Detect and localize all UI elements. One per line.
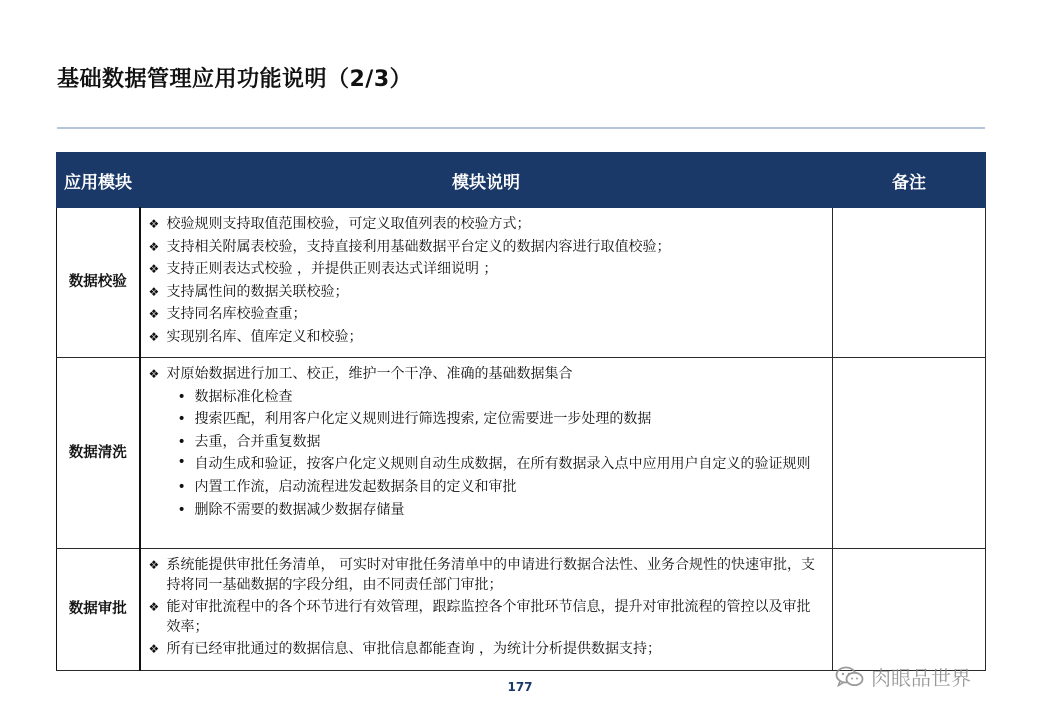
- dot-bullet-icon: •: [177, 479, 186, 496]
- diamond-bullet-icon: ❖: [148, 307, 160, 322]
- list-item-text: 所有已经审批通过的数据信息、审批信息都能查询 ，为统计分析提供数据支持；: [166, 641, 661, 657]
- list-item-text: 能对审批流程中的各个环节进行有效管理，跟踪监控各个审批环节信息，提升对审批流程的管控以及审批效率；: [166, 599, 811, 635]
- list-item-text: 支持同名库校验查重；: [166, 306, 307, 323]
- module-name: 数据审批: [57, 549, 140, 671]
- list-item: [149, 363, 825, 522]
- dot-bullet-icon: •: [177, 433, 186, 450]
- diamond-bullet-icon: ❖: [148, 600, 160, 614]
- sub-list-item: [149, 453, 825, 476]
- table-row: [57, 358, 986, 549]
- header-description: 模块说明: [140, 153, 833, 208]
- diamond-bullet-icon: ❖: [148, 329, 160, 344]
- list-item: [149, 236, 825, 259]
- module-note: [833, 358, 986, 549]
- module-description: [140, 208, 833, 358]
- module-name: 数据校验: [57, 208, 140, 358]
- module-name: 数据清洗: [57, 358, 140, 549]
- module-description: [140, 549, 833, 671]
- list-item: [149, 213, 825, 236]
- sub-list-item: [149, 499, 825, 522]
- wechat-icon: [835, 665, 865, 689]
- diamond-bullet-icon: ❖: [148, 262, 160, 277]
- list-item: [149, 639, 825, 659]
- diamond-bullet-icon: ❖: [148, 558, 160, 572]
- header-notes: 备注: [833, 153, 986, 208]
- table-header-row: [57, 153, 986, 208]
- description-list: [149, 213, 825, 349]
- watermark-text: 肉眼品世界: [871, 666, 971, 690]
- sub-list-item: [149, 408, 825, 431]
- sub-list-item: [149, 431, 825, 454]
- list-item-text: 支持相关附属表校验，支持直接利用基础数据平台定义的数据内容进行取值校验；: [166, 238, 671, 255]
- dot-bullet-icon: •: [177, 388, 186, 405]
- list-item-text: 实现别名库、值库定义和校验；: [166, 328, 363, 345]
- diamond-bullet-icon: ❖: [148, 217, 160, 231]
- module-description: [140, 358, 833, 549]
- sub-list-item: [149, 476, 825, 499]
- sub-list-item-text: 搜索匹配，利用客户化定义规则进行筛选搜索, 定位需要进一步处理的数据: [194, 411, 652, 428]
- description-list: [149, 363, 825, 522]
- watermark: [835, 662, 971, 691]
- dot-bullet-icon: •: [177, 411, 186, 428]
- module-note: [833, 208, 986, 358]
- sub-list-item-text: 数据标准化检查: [194, 388, 293, 405]
- header-module: 应用模块: [57, 153, 140, 208]
- list-item: [149, 597, 825, 637]
- title-divider: [57, 127, 985, 129]
- sub-list-item-text: 内置工作流，启动流程进发起数据条目的定义和审批: [194, 479, 517, 496]
- diamond-bullet-icon: ❖: [148, 284, 160, 299]
- diamond-bullet-icon: ❖: [148, 239, 160, 254]
- sub-list-item: [149, 386, 825, 409]
- list-item-text: 校验规则支持取值范围校验，可定义取值列表的校验方式；: [166, 216, 531, 232]
- table-row: [57, 208, 986, 358]
- function-table: [56, 152, 986, 671]
- description-list: [149, 555, 825, 659]
- sub-list-item-text: 自动生成和验证，按客户化定义规则自动生成数据，在所有数据录入点中应用用户自定义的验证规则: [194, 456, 811, 473]
- list-item-text: 对原始数据进行加工、校正，维护一个干净、准确的基础数据集合: [166, 366, 573, 382]
- diamond-bullet-icon: ❖: [148, 367, 160, 381]
- sub-list-item-text: 去重，合并重复数据: [194, 433, 321, 450]
- table-row: [57, 549, 986, 671]
- list-item: [149, 555, 825, 595]
- list-item: [149, 258, 825, 281]
- dot-bullet-icon: •: [177, 454, 186, 471]
- list-item-text: 支持属性间的数据关联校验；: [166, 283, 349, 300]
- page-title: 基础数据管理应用功能说明（2/3）: [57, 67, 413, 92]
- page-number: 177: [507, 680, 533, 694]
- sub-list-item-text: 删除不需要的数据减少数据存储量: [194, 501, 405, 518]
- list-item-text: 系统能提供审批任务清单， 可实时对审批任务清单中的申请进行数据合法性、业务合规性的快速审批，支持将同一基础数据的字段分组，由不同责任部门审批；: [166, 557, 815, 593]
- list-item: [149, 281, 825, 304]
- sub-list: [149, 386, 825, 522]
- diamond-bullet-icon: ❖: [148, 642, 160, 656]
- dot-bullet-icon: •: [177, 501, 186, 518]
- list-item-text: 支持正则表达式校验 ，并提供正则表达式详细说明 ；: [166, 261, 498, 278]
- module-note: [833, 549, 986, 671]
- list-item: [149, 326, 825, 349]
- list-item: [149, 303, 825, 326]
